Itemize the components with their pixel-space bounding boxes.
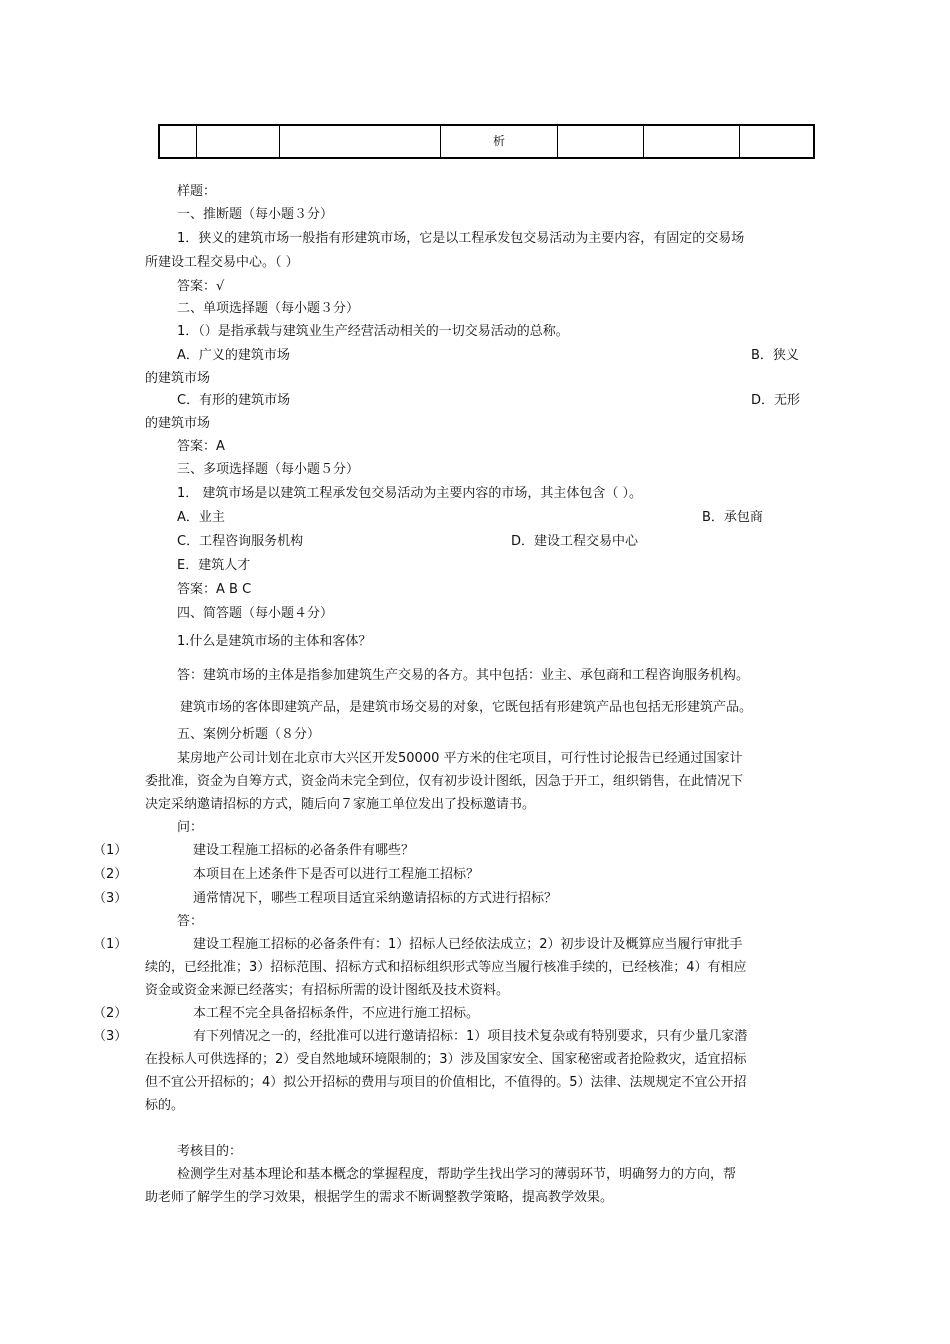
option-d: D．无形	[751, 393, 801, 408]
option-b: B．狭义	[751, 348, 799, 363]
answer-text: 答案：√	[177, 279, 225, 294]
case-text: 决定采纳邀请招标的方式，随后向７家施工单位发出了投标邀请书。	[145, 797, 536, 812]
section-title: 四、简答题（每小题４分）	[177, 606, 334, 621]
answer-number: （3）	[93, 1029, 128, 1044]
question-text: 1.什么是建筑市场的主体和客体？	[177, 634, 372, 649]
table-cell	[740, 125, 815, 158]
table-cell	[280, 125, 441, 158]
table-row	[159, 125, 814, 158]
option-d: D．建设工程交易中心	[511, 534, 639, 549]
option-c: C．有形的建筑市场	[177, 393, 291, 408]
section-title: 二、单项选择题（每小题３分）	[177, 301, 360, 316]
section-title: 三、多项选择题（每小题５分）	[177, 462, 360, 477]
answer-text: 标的。	[145, 1098, 185, 1113]
question-text: 1． 建筑市场是以建筑工程承发包交易活动为主要内容的市场，其主体包含（ ）。	[177, 486, 643, 501]
table-cell	[159, 125, 197, 158]
answer-text: 答案：A	[177, 439, 225, 454]
answer-number: （2）	[93, 1006, 128, 1021]
question-text: 1．（）是指承载与建筑业生产经营活动相关的一切交易活动的总称。	[177, 324, 569, 339]
option-a: A．业主	[177, 510, 225, 525]
question-number: （2）	[93, 867, 128, 882]
ask-label: 问：	[177, 820, 204, 835]
answer-text: 建筑市场的客体即建筑产品，是建筑市场交易的对象，它既包括有形建筑产品也包括无形建筑产品。	[180, 700, 753, 715]
question-text: 通常情况下，哪些工程项目适宜采纳邀请招标的方式进行招标？	[193, 891, 558, 906]
answer-text: 有下列情况之一的，经批准可以进行邀请招标：1）项目技术复杂或有特别要求，只有少量几家潜	[193, 1029, 748, 1044]
question-text: 建设工程施工招标的必备条件有哪些？	[193, 843, 415, 858]
purpose-text: 助老师了解学生的学习效果，根据学生的需求不断调整教学策略，提高教学效果。	[145, 1190, 614, 1205]
option-b: B．承包商	[702, 510, 763, 525]
purpose-label: 考核目的：	[177, 1144, 243, 1159]
sample-label: 样题：	[177, 184, 217, 199]
section-title: 五、案例分析题（８分）	[177, 727, 321, 742]
question-text: 1．狭义的建筑市场一般指有形建筑市场，它是以工程承发包交易活动为主要内容，有固定的交易场	[177, 231, 745, 246]
case-text: 某房地产公司计划在北京市大兴区开发50000 平方米的住宅项目，可行性讨论报告已经通过国家计	[177, 751, 743, 766]
option-e: E．建筑人才	[177, 558, 251, 573]
table-cell: 析	[441, 125, 558, 158]
answer-text: 答案：A B C	[177, 582, 252, 597]
option-a: A．广义的建筑市场	[177, 348, 290, 363]
option-c: C．工程咨询服务机构	[177, 534, 304, 549]
answer-text: 在投标人可供选择的；2）受自然地域环境限制的；3）涉及国家安全、国家秘密或者抢险救灾，适宜招标	[145, 1052, 747, 1067]
question-number: （3）	[93, 891, 128, 906]
answer-text: 资金或资金来源已经落实；有招标所需的设计图纸及技术资料。	[145, 983, 510, 998]
case-text: 委批准，资金为自筹方式，资金尚未完全到位，仅有初步设计图纸，因急于开工，组织销售，在此情况下	[145, 774, 744, 789]
option-d-continued: 的建筑市场	[145, 416, 211, 431]
answer-text: 但不宜公开招标的；4）拟公开招标的费用与项目的价值相比，不值得的。5）法律、法规规定不宜公开招	[145, 1075, 747, 1090]
answer-text: 本工程不完全具备招标条件，不应进行施工招标。	[193, 1006, 480, 1021]
question-text: 所建设工程交易中心。（ ）	[145, 255, 299, 270]
table-cell	[558, 125, 644, 158]
purpose-text: 检测学生对基本理论和基本概念的掌握程度，帮助学生找出学习的薄弱环节，明确努力的方向，帮	[177, 1167, 737, 1182]
question-number: （1）	[93, 843, 128, 858]
table-cell	[644, 125, 740, 158]
answer-text: 续的，已经批准；3）招标范围、招标方式和招标组织形式等应当履行核准手续的，已经核准；4）有相应	[145, 960, 747, 975]
option-b-continued: 的建筑市场	[145, 371, 211, 386]
header-table	[158, 124, 815, 159]
answer-text: 答：建筑市场的主体是指参加建筑生产交易的各方。其中包括：业主、承包商和工程咨询服务机构。	[177, 668, 750, 683]
question-text: 本项目在上述条件下是否可以进行工程施工招标？	[193, 867, 480, 882]
section-title: 一、推断题（每小题３分）	[177, 207, 334, 222]
answer-label: 答：	[177, 914, 204, 929]
table-cell	[197, 125, 280, 158]
answer-text: 建设工程施工招标的必备条件有：1）招标人已经依法成立；2）初步设计及概算应当履行审批手	[193, 937, 743, 952]
answer-number: （1）	[93, 937, 128, 952]
